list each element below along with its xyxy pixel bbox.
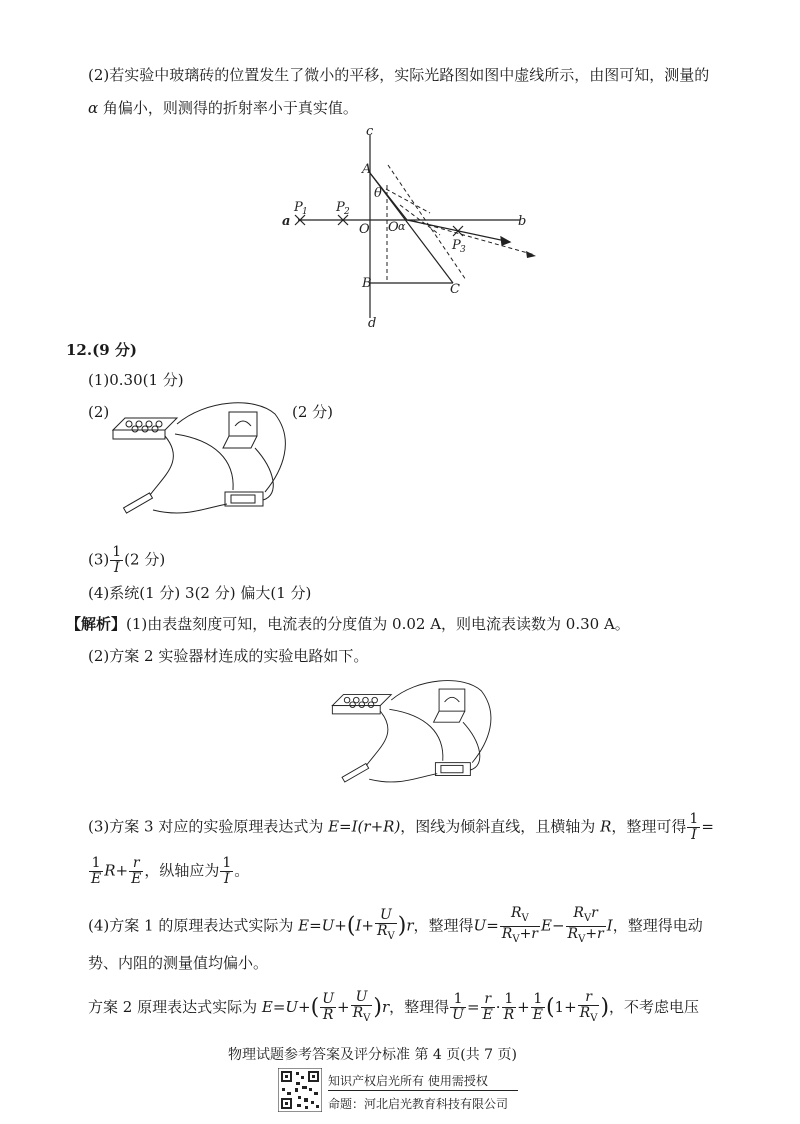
q12-answer-4: (4)系统(1 分) 3(2 分) 偏大(1 分) xyxy=(88,584,312,602)
label-P3: P xyxy=(452,238,461,253)
label-theta: θ xyxy=(374,186,382,201)
qr-code-icon xyxy=(278,1068,322,1112)
page-footer-title: 物理试题参考答案及评分标准 第 4 页(共 7 页) xyxy=(228,1047,517,1063)
resistance-box-top xyxy=(113,418,177,430)
svg-text:3: 3 xyxy=(460,245,466,255)
circuit-sketch-1 xyxy=(105,400,305,525)
q11-part2-line2-text: 角偏小，则测得的折射率小于真实值。 xyxy=(98,99,358,117)
analysis-tag: 【解析】 xyxy=(66,615,127,633)
footer-ip-notice: 知识产权启光所有 使用需授权 xyxy=(328,1074,488,1088)
footer-divider xyxy=(328,1090,518,1091)
ray-arrow-solid xyxy=(501,237,510,245)
svg-text:1: 1 xyxy=(302,207,308,217)
label-P1: P xyxy=(294,200,303,215)
label-alpha: α xyxy=(398,220,406,233)
refraction-diagram xyxy=(270,125,560,330)
dashed-ray-2 xyxy=(414,221,535,255)
q12-heading: 12.(9 分) xyxy=(66,341,137,359)
q12-answer-3 xyxy=(88,545,165,581)
label-C: C xyxy=(450,282,460,297)
analysis-line-1: 【解析】(1)由表盘刻度可知，电流表的分度值为 0.02 A，则电流表读数为 0.30 A。 xyxy=(66,615,630,633)
fraction-1-over-I: $\frac{1}{I}$ xyxy=(112,544,122,576)
label-a: a xyxy=(282,214,291,229)
label-b: b xyxy=(518,214,527,229)
analysis-line-4: $\frac{1}{E}$ R+ $\frac{r}{E}$ ，纵轴应为 $\frac{1}{I}$ 。 xyxy=(91,855,250,887)
wire-2 xyxy=(150,436,173,495)
alpha-symbol: α xyxy=(88,99,99,117)
label-d: d xyxy=(368,316,377,330)
analysis-line-7: 方案 2 原理表达式实际为 E=U+( $\frac{U}{R}$ + $\frac{U}{R_V}$ )r，整理得 $\frac{1}{U}$ = $\frac{r}{E}$ · $\frac{1}{R}$ + $\frac{1}{E}$ (1+ $\frac{r}{R_V}$ )，不考虑电压 xyxy=(88,989,700,1024)
q12-answer-1: (1)0.30(1 分) xyxy=(88,371,184,389)
wire-4 xyxy=(153,504,227,513)
svg-text:2: 2 xyxy=(344,207,350,217)
label-P2: P xyxy=(336,200,345,215)
q12-answer-3-prefix: (3) xyxy=(88,550,110,569)
label-A: A xyxy=(362,162,372,177)
circuit-sketch-2 xyxy=(322,678,512,793)
ammeter-box xyxy=(229,412,257,436)
analysis-line-2: (2)方案 2 实验器材连成的实验电路如下。 xyxy=(88,647,369,665)
q12-answer-3-score: (2 分) xyxy=(124,550,166,569)
footer-publisher: 命题：河北启光教育科技有限公司 xyxy=(328,1097,509,1111)
analysis-line-6: 势、内阻的测量值均偏小。 xyxy=(88,954,269,972)
label-O: O xyxy=(359,222,370,237)
ray-arrow-dashed xyxy=(526,251,536,258)
q12-answer-2-score: (2 分) xyxy=(292,403,334,421)
label-O-prime: O xyxy=(388,220,399,235)
wire-1 xyxy=(177,403,285,492)
label-c: c xyxy=(366,125,374,139)
q12-answer-2-label: (2) xyxy=(88,403,110,421)
wire-5 xyxy=(175,434,233,490)
analysis-line-3: (3)方案 3 对应的实验原理表达式为 E=I(r+R)，图线为倾斜直线，且横轴为 R，整理可得 $\frac{1}{I}$ = xyxy=(88,811,714,843)
switch xyxy=(124,493,153,513)
analysis-line-5: (4)方案 1 的原理表达式实际为 E=U+(I+ $\frac{U}{R_V}$ )r，整理得U= $\frac{R_V}{R_V+r}$ E− $\frac{R_Vr}{R_V+r}$ I，整理得电动 xyxy=(88,905,703,945)
q11-part2-line2 xyxy=(88,97,358,119)
label-B: B xyxy=(362,276,372,291)
q11-part2-line1: (2)若实验中玻璃砖的位置发生了微小的平移，实际光路图如图中虚线所示，由图可知，测量的 xyxy=(88,66,710,84)
